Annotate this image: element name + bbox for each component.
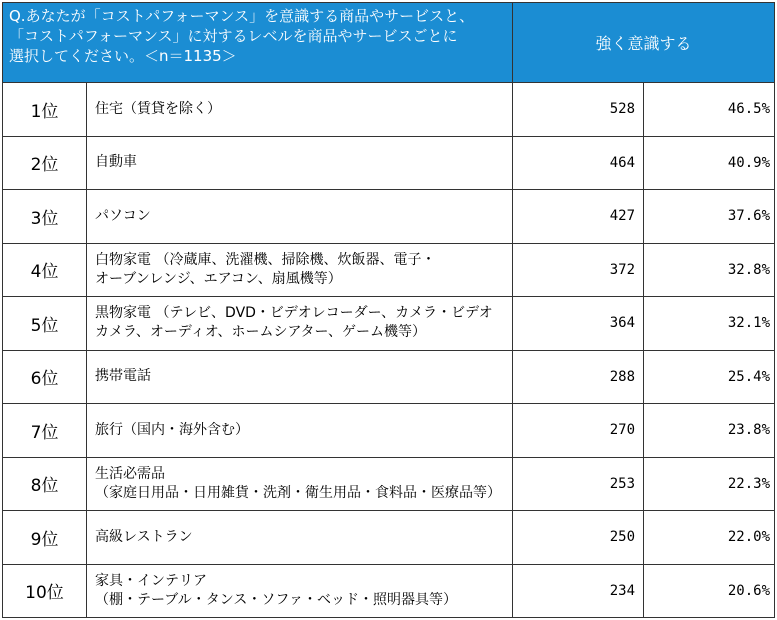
count-cell: 528 xyxy=(513,83,644,137)
percent-cell: 37.6% xyxy=(644,190,775,244)
item-cell: パソコン xyxy=(87,190,513,244)
count-cell: 288 xyxy=(513,350,644,404)
rank-cell: 4位 xyxy=(3,243,87,297)
table-row xyxy=(3,190,775,244)
rank-cell: 6位 xyxy=(3,350,87,404)
rank-cell: 2位 xyxy=(3,136,87,190)
rank-cell: 5位 xyxy=(3,297,87,351)
rank-cell: 3位 xyxy=(3,190,87,244)
item-cell: 高級レストラン xyxy=(87,511,513,565)
percent-cell: 40.9% xyxy=(644,136,775,190)
percent-cell: 46.5% xyxy=(644,83,775,137)
percent-cell: 25.4% xyxy=(644,350,775,404)
percent-cell: 32.1% xyxy=(644,297,775,351)
ranking-table xyxy=(2,2,775,618)
percent-cell: 23.8% xyxy=(644,404,775,458)
count-cell: 364 xyxy=(513,297,644,351)
item-cell: 住宅（賃貸を除く） xyxy=(87,83,513,137)
survey-question: Q.あなたが「コストパフォーマンス」を意識する商品やサービスと、 「コストパフォーマンス」に対するレベルを商品やサービスごとに 選択してください。＜n＝1135＞ xyxy=(3,3,513,83)
count-cell: 234 xyxy=(513,564,644,618)
rank-cell: 10位 xyxy=(3,564,87,618)
table-row xyxy=(3,404,775,458)
item-cell: 黒物家電 （テレビ、DVD・ビデオレコーダー、カメラ・ビデオ カメラ、オーディオ、ホームシアター、ゲーム機等） xyxy=(87,297,513,351)
table-row xyxy=(3,297,775,351)
table-row xyxy=(3,350,775,404)
item-cell: 生活必需品 （家庭日用品・日用雑貨・洗剤・衛生用品・食料品・医療品等） xyxy=(87,457,513,511)
item-cell: 自動車 xyxy=(87,136,513,190)
item-cell: 白物家電 （冷蔵庫、洗濯機、掃除機、炊飯器、電子・ オーブンレンジ、エアコン、扇風機等） xyxy=(87,243,513,297)
item-cell: 携帯電話 xyxy=(87,350,513,404)
item-cell: 家具・インテリア （棚・テーブル・タンス・ソファ・ベッド・照明器具等） xyxy=(87,564,513,618)
table-body xyxy=(3,83,775,618)
table-row xyxy=(3,83,775,137)
count-cell: 270 xyxy=(513,404,644,458)
table-header-row xyxy=(3,3,775,83)
item-cell: 旅行（国内・海外含む） xyxy=(87,404,513,458)
column-header-strongly-aware: 強く意識する xyxy=(513,3,775,83)
rank-cell: 1位 xyxy=(3,83,87,137)
table-row xyxy=(3,457,775,511)
count-cell: 427 xyxy=(513,190,644,244)
table-row xyxy=(3,243,775,297)
table-row xyxy=(3,564,775,618)
count-cell: 464 xyxy=(513,136,644,190)
count-cell: 250 xyxy=(513,511,644,565)
count-cell: 372 xyxy=(513,243,644,297)
count-cell: 253 xyxy=(513,457,644,511)
table-row xyxy=(3,511,775,565)
table-row xyxy=(3,136,775,190)
rank-cell: 8位 xyxy=(3,457,87,511)
percent-cell: 22.3% xyxy=(644,457,775,511)
percent-cell: 20.6% xyxy=(644,564,775,618)
percent-cell: 32.8% xyxy=(644,243,775,297)
percent-cell: 22.0% xyxy=(644,511,775,565)
rank-cell: 9位 xyxy=(3,511,87,565)
rank-cell: 7位 xyxy=(3,404,87,458)
